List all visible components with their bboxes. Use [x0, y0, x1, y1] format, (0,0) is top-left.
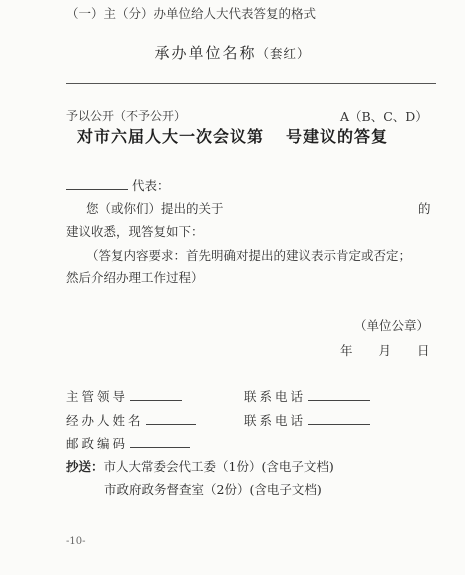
phone-field-1 [244, 387, 370, 405]
official-seal-note: （单位公章） [354, 318, 430, 333]
section-heading: （一）主（分）办单位给人大代表答复的格式 [66, 6, 317, 21]
supervisor-blank [130, 388, 182, 401]
greeting-line [66, 176, 170, 194]
postcode-label: 邮政编码 [66, 436, 129, 451]
date-day: 日 [417, 343, 430, 358]
postcode-field [66, 434, 190, 452]
document-title [0, 124, 465, 147]
body-line-3: （答复内容要求：首先明确对提出的建议表示肯定或否定； [86, 248, 412, 263]
greeting-suffix: 代表： [132, 178, 170, 193]
header-divider [66, 83, 436, 84]
body-line-1: 您（或你们）提出的关于 [86, 201, 224, 216]
body-line-2: 建议收悉，现答复如下： [66, 224, 204, 239]
title-part1: 对市六届人大一次会议第 [76, 127, 264, 146]
cc-recipient-1: 市人大常委会代工委（1份）(含电子文档) [103, 459, 334, 474]
org-name-line [0, 42, 465, 63]
body-line-1-end: 的 [418, 201, 431, 216]
cc-label: 抄送： [66, 459, 104, 474]
handler-field [66, 411, 196, 429]
supervisor-label: 主管领导 [66, 389, 129, 404]
org-name-note: （套红） [256, 46, 311, 61]
supervisor-field [66, 387, 182, 405]
phone-field-2 [244, 411, 370, 429]
phone-blank-2 [308, 412, 370, 425]
body-line-4: 然后介绍办理工作过程） [66, 270, 204, 285]
disclosure-status: 予以公开（不予公开） [66, 109, 187, 123]
org-name: 承办单位名称 [154, 44, 257, 62]
phone-label-1: 联系电话 [244, 389, 307, 404]
category-code: A（B、C、D） [340, 109, 428, 124]
page-number: -10- [66, 536, 86, 547]
postcode-blank [130, 435, 190, 448]
phone-label-2: 联系电话 [244, 413, 307, 428]
phone-blank-1 [308, 388, 370, 401]
cc-line-1 [66, 457, 334, 475]
handler-label: 经办人姓名 [66, 413, 144, 428]
date-month: 月 [378, 343, 392, 358]
representative-name-blank [66, 177, 128, 190]
cc-recipient-2: 市政府政务督查室（2份）(含电子文档) [104, 482, 322, 497]
title-part2: 号建议的答复 [286, 127, 389, 146]
date-year: 年 [340, 343, 353, 358]
date-line [340, 341, 430, 359]
handler-blank [146, 412, 196, 425]
